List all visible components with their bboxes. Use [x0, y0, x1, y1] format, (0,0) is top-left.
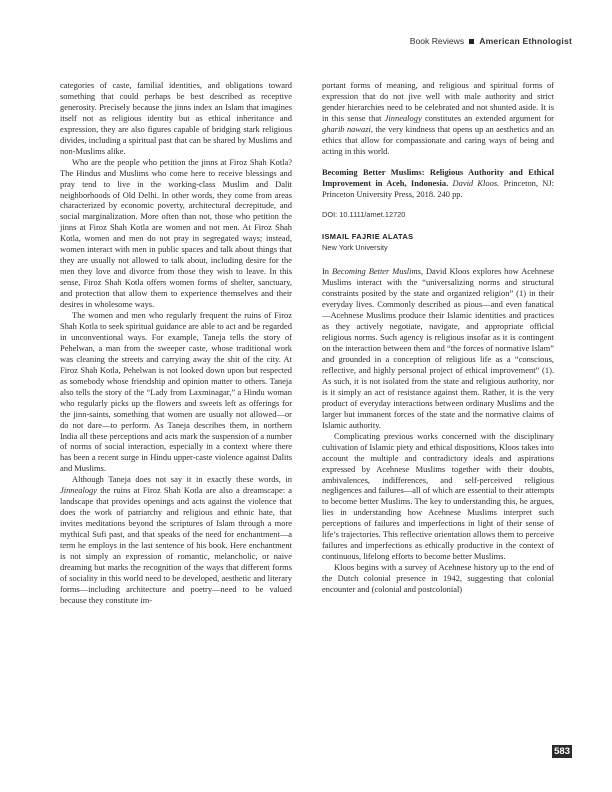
text-run: David Kloos explores how Acehnese Muslims interact with the “universalizing norms and structural constraints posited by the state and organized religion” (1) in their everyday lives. Commonly described as pious—and even fanatical—Acehnese Muslims produce their Islamic identities and practices as they actively negotiate, navigate, and appropriate official religious norms. Such agency is religious insofar as it is contingent on the interaction between them and “the forces of normative Islam” and grounded in a conception of religious life as a “conscious, reflective, and highly personal project of ethical improvement” (1). As such, it is not isolated from the state and religious authority, nor is it simply an act of resistance against them. Rather, it is the very product of everyday interactions between ordinary Muslims and the larger but immanent forces of the state and the normative claims of Islamic authority.	[322, 266, 555, 430]
page-number: 583	[554, 746, 570, 757]
text-run: , the very kindness that opens up an aesthetics and an ethics that allow for compassionate and caring ways of being and acting in this world.	[322, 123, 555, 156]
text-run: In	[322, 266, 332, 277]
paragraph	[60, 474, 292, 605]
header-separator-square	[469, 39, 474, 44]
doi: DOI: 10.1111/amet.12720	[322, 209, 406, 219]
right-column	[322, 80, 554, 595]
review-author: David Kloos.	[452, 177, 500, 188]
reviewer-name: ISMAIL FAJRIE ALATAS	[322, 232, 414, 242]
book-title-italic: Becoming Better Muslims,	[332, 266, 423, 277]
text-run: Although Taneja does not say it in exactly these words, in	[72, 474, 292, 485]
book-title-italic: Jinnealogy	[384, 112, 422, 123]
left-column	[60, 80, 292, 606]
text-run: the ruins at Firoz Shah Kotla are also a dreamscape: a landscape that provides openings and acts against the violence that does the work of patriarchy and religious and ethnic hate, that invites meditations beyond the scriptures of Islam through a more mythical Sufi past, and that speaks of the need for enchantment—a term he employs in the last sentence of his book. Here enchantment is not simply an expression of romantic, melancholic, or naive dreaming but marks the recognition of the ways that different forms of sociality in this world need to be developed, aesthetic and literary forms—including architecture and poetry—need to be valued because they constitute im-	[60, 485, 292, 605]
paragraph: Who are the people who petition the jinns at Firoz Shah Kotla? The Hindus and Muslims who come here to receive blessings and pray tend to live in the working-class Muslim and Dalit neighborhoods of Old Delhi. In other words, they come from areas characterized by economic poverty, architectural decrepitude, and social marginalization. More often than not, those who petition the jinns at Firoz Shah Kotla are women and not men. At Firoz Shah Kotla, women and men do not pray in segregated ways; instead, women interact with men in public spaces and talk about things that they are usually not allowed to talk about, including desire for the men they love and divorce from those they wish to leave. In this sense, Firoz Shah Kotla offers women forms of shelter, sanctuary, and protection that allow them to experience themselves and their desires in wholesome ways.	[60, 156, 292, 310]
paragraph: The women and men who regularly frequent the ruins of Firoz Shah Kotla to seek spiritual guidance are able to act and be regarded in unconventional ways. For example, Taneja tells the story of Pehelwan, a man from the sweeper caste, whose traditional work was cleaning the streets and carrying away the shit of the city. At Firoz Shah Kotla, Pehelwan is not looked down upon but respected as somebody whose friendship and opinion matter to others. Taneja also tells the story of the “Lady from Laxminagar,” a Hindu woman who regularly picks up the flowers and sweets left as offerings for the jinn-saints, something that women are usually not allowed—or do not dare—to perform. As Taneja describes them, in northern India all these perceptions and acts mark the suspension of a number of norms of social interaction, especially in a context where there has been a recent surge in Hindu upper-caste violence against Dalits and Muslims.	[60, 310, 292, 474]
review-heading	[322, 167, 554, 200]
term-italic: gharib nawazi	[322, 123, 371, 134]
journal-name: American Ethnologist	[479, 36, 572, 46]
text-run: constitutes an extended argument for	[421, 112, 554, 123]
review-book-title: Becoming Better Muslims: Religious Authority and Ethical Improvement in Aceh, Indonesia.	[322, 166, 554, 188]
paragraph	[322, 80, 554, 157]
paragraph: categories of caste, familial identities, and obligations toward something that could perhaps be best described as receptive generosity. Precisely because the jinns index an Islam that imagines itself not as religious identity but as ethical inheritance and expression, they are also figures capable of bridging stark religious divides, including a spiritual past that can be shared by Muslims and non-Muslims alike.	[60, 80, 292, 156]
text-run: portant forms of meaning, and religious and spiritual forms of expression that do not jive well with male authority and strict gender hierarchies need to be celebrated and not shunted aside. It is in this sense that	[322, 80, 554, 123]
paragraph	[322, 266, 554, 430]
paragraph: Complicating previous works concerned with the disciplinary cultivation of Islamic piety and ethical dispositions, Kloos takes into account the multiple and contradictory ideals and aspirations expressed by Acehnese Muslims together with their doubts, ambivalences, indifferences, and self-perceived religious negligences and failures—all of which are essential to their attempts to become better Muslims. The key to understanding this, he argues, lies in understanding how Acehnese Muslims interpret such perceptions of failures and imperfections in light of their sense of life’s trajectories. This reflective orientation allows them to perceive failures and imperfections as ethically productive in the context of continuous, lifelong efforts to become better Muslims.	[322, 430, 554, 562]
running-header	[410, 36, 572, 46]
book-title-italic: Jinnealogy	[60, 485, 98, 496]
paragraph: Kloos begins with a survey of Acehnese history up to the end of the Dutch colonial presence in 1942, suggesting that colonial encounter and (colonial and postcolonial)	[322, 562, 554, 595]
review-publisher: Princeton, NJ: Princeton University Press, 2018. 240 pp.	[322, 177, 555, 199]
reviewer-affiliation: New York University	[322, 243, 388, 253]
section-name: Book Reviews	[409, 36, 465, 46]
